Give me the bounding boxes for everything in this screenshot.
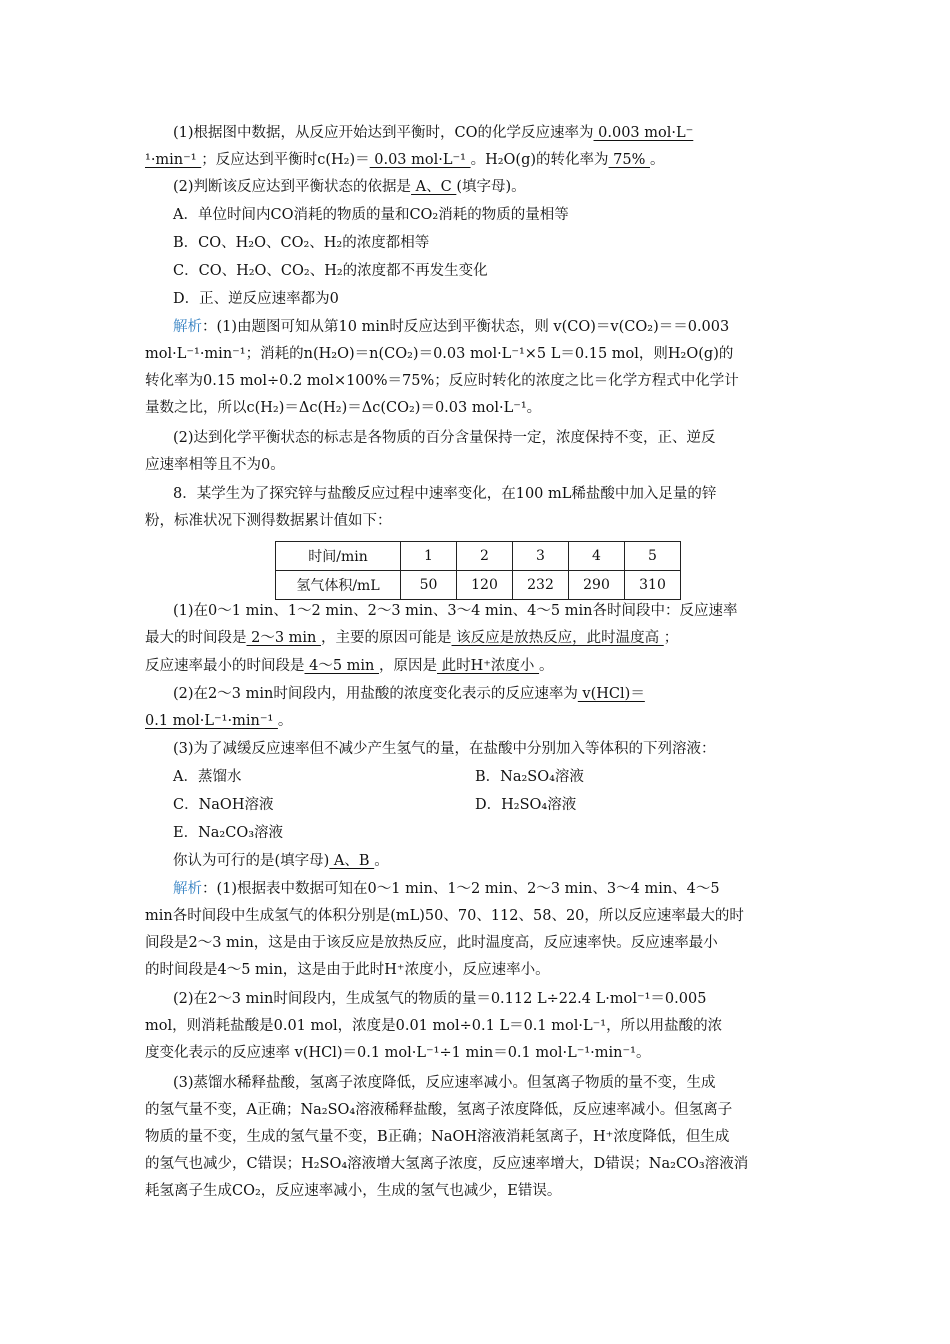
q8-analysis2-line3: 度变化表示的反应速率 v(HCl)＝0.1 mol·L⁻¹÷1 min＝0.1 mol·L⁻¹·min⁻¹。 — [145, 1045, 651, 1061]
table-cell: 氢气体积/mL — [276, 571, 401, 600]
q8-analysis3-line2: 的氢气量不变，A正确；Na₂SO₄溶液稀释盐酸，氢离子浓度降低，反应速率减小。但氢离子 — [145, 1102, 733, 1118]
q7-option-a: A．单位时间内CO消耗的物质的量和CO₂消耗的物质的量相等 — [173, 207, 569, 223]
text: ：(1)根据表中数据可知在0～1 min、1～2 min、2～3 min、3～4 min、4～5 — [202, 881, 720, 897]
q7-part1-line2 — [145, 150, 811, 170]
q8-stem-line1: 8．某学生为了探究锌与盐酸反应过程中速率变化，在100 mL稀盐酸中加入足量的锌 — [173, 486, 717, 502]
q8-analysis3-line4: 的氢气也减少，C错误；H₂SO₄溶液增大氢离子浓度，反应速率增大，D错误；Na₂CO₃溶液消 — [145, 1156, 749, 1172]
q8-option-c: C．NaOH溶液 — [173, 797, 274, 813]
text: 。 — [649, 152, 665, 168]
q8-part1-line2 — [145, 628, 811, 648]
q8-part1-line3 — [145, 656, 811, 676]
text: 最大的时间段是 — [145, 630, 247, 646]
q7-analysis2-line1: (2)达到化学平衡状态的标志是各物质的百分含量保持一定，浓度保持不变，正、逆反 — [173, 430, 716, 446]
text: 。 — [539, 658, 554, 674]
q8-analysis3-line1: (3)蒸馏水稀释盐酸，氢离子浓度降低，反应速率减小。但氢离子物质的量不变，生成 — [173, 1075, 716, 1091]
q8-option-b: B．Na₂SO₄溶液 — [475, 769, 584, 785]
q8-option-e: E．Na₂CO₃溶液 — [173, 825, 284, 841]
text: 反应速率最小的时间段是 — [145, 658, 305, 674]
answer-blank: 0.03 mol·L⁻¹ — [369, 152, 471, 168]
q8-analysis1-line2: min各时间段中生成氢气的体积分别是(mL)50、70、112、58、20，所以反应速率最大的时 — [145, 908, 744, 924]
q8-analysis3-line5: 耗氢离子生成CO₂，反应速率减小，生成的氢气也减少，E错误。 — [145, 1183, 562, 1199]
answer-blank: A、B — [329, 853, 375, 869]
q8-part2-line1 — [173, 684, 811, 704]
text: ，主要的原因可能是 — [321, 630, 452, 646]
text: (1)根据图中数据，从反应开始达到平衡时，CO的化学反应速率为 — [173, 125, 594, 141]
text: 你认为可行的是(填字母) — [173, 853, 330, 869]
q7-option-c: C．CO、H₂O、CO₂、H₂的浓度都不再发生变化 — [173, 263, 488, 279]
q8-analysis2-line1: (2)在2～3 min时间段内，生成氢气的物质的量＝0.112 L÷22.4 L·mol⁻¹＝0.005 — [173, 991, 707, 1007]
q8-choice-line — [173, 851, 839, 871]
table-cell: 310 — [625, 571, 681, 600]
text: (2)在2～3 min时间段内，用盐酸的浓度变化表示的反应速率为 — [173, 686, 578, 702]
text: 。 — [374, 853, 389, 869]
q7-analysis-line3: 转化率为0.15 mol÷0.2 mol×100%＝75%；反应时转化的浓度之比＝化学方程式中化学计 — [145, 373, 739, 389]
text: 。 — [277, 713, 293, 729]
analysis-label: 解析 — [173, 881, 202, 897]
text: ：(1)由题图可知从第10 min时反应达到平衡状态，则 v(CO)＝v(CO₂)＝＝0.003 — [202, 319, 730, 335]
q8-analysis1-line3: 间段是2～3 min，这是由于该反应是放热反应，此时温度高，反应速率快。反应速率最小 — [145, 935, 718, 951]
q8-analysis3-line3: 物质的量不变，生成的氢气量不变，B正确；NaOH溶液消耗氢离子，H⁺浓度降低，但生成 — [145, 1129, 730, 1145]
answer-blank: A、C — [411, 179, 457, 195]
q8-part3-line: (3)为了减缓反应速率但不减少产生氢气的量，在盐酸中分别加入等体积的下列溶液： — [173, 741, 716, 757]
text: (填字母)。 — [456, 179, 526, 195]
q7-part1-line1 — [173, 123, 811, 143]
answer-blank: 0.003 mol·L⁻ — [593, 125, 694, 141]
answer-blank: 4～5 min — [304, 658, 380, 674]
table-cell: 50 — [401, 571, 457, 600]
answer-blank: 2～3 min — [246, 630, 322, 646]
q8-stem-line2: 粉，标准状况下测得数据累计值如下： — [145, 513, 392, 529]
text: ； — [663, 630, 679, 646]
q7-option-d: D．正、逆反应速率都为0 — [173, 291, 339, 307]
text: 。H₂O(g)的转化率为 — [470, 152, 609, 168]
text: ，原因是 — [379, 658, 438, 674]
analysis-label: 解析 — [173, 319, 202, 335]
answer-blank: 此时H⁺浓度小 — [437, 658, 540, 674]
answer-blank: 该反应是放热反应，此时温度高 — [451, 630, 664, 646]
q8-analysis1-line1 — [173, 879, 811, 899]
table-cell: 4 — [569, 542, 625, 571]
table-header-row — [276, 542, 681, 571]
answer-blank: 75% — [608, 152, 650, 168]
table-cell: 2 — [457, 542, 513, 571]
q8-analysis1-line4: 的时间段是4～5 min，这是由于此时H⁺浓度小，反应速率小。 — [145, 962, 550, 978]
text: (2)判断该反应达到平衡状态的依据是 — [173, 179, 412, 195]
table-cell: 232 — [513, 571, 569, 600]
answer-blank: 0.1 mol·L⁻¹·min⁻¹ — [145, 713, 278, 729]
answer-blank: ¹·min⁻¹ — [145, 152, 202, 168]
table-row — [276, 571, 681, 600]
q8-analysis2-line2: mol，则消耗盐酸是0.01 mol，浓度是0.01 mol÷0.1 L＝0.1 mol·L⁻¹，所以用盐酸的浓 — [145, 1018, 723, 1034]
q7-analysis2-line2: 应速率相等且不为0。 — [145, 457, 285, 473]
table-cell: 290 — [569, 571, 625, 600]
q8-option-d: D．H₂SO₄溶液 — [475, 797, 577, 813]
q7-analysis-line4: 量数之比，所以c(H₂)＝Δc(H₂)＝Δc(CO₂)＝0.03 mol·L⁻¹。 — [145, 400, 542, 416]
q7-option-b: B．CO、H₂O、CO₂、H₂的浓度都相等 — [173, 235, 430, 251]
answer-blank: v(HCl)＝ — [577, 686, 645, 702]
table-cell: 120 — [457, 571, 513, 600]
q8-part1-line1: (1)在0～1 min、1～2 min、2～3 min、3～4 min、4～5 min各时间段中：反应速率 — [173, 603, 738, 619]
q7-analysis-line2: mol·L⁻¹·min⁻¹；消耗的n(H₂O)＝n(CO₂)＝0.03 mol·L⁻¹×5 L＝0.15 mol，则H₂O(g)的 — [145, 346, 734, 362]
q8-part2-line2 — [145, 711, 811, 731]
table-cell: 时间/min — [276, 542, 401, 571]
table-cell: 3 — [513, 542, 569, 571]
hydrogen-volume-table — [275, 541, 681, 600]
table-cell: 1 — [401, 542, 457, 571]
q7-part2-line — [173, 177, 811, 197]
table-cell: 5 — [625, 542, 681, 571]
text: ；反应达到平衡时c(H₂)＝ — [201, 152, 370, 168]
q7-analysis-line1 — [173, 317, 811, 337]
q8-option-a: A．蒸馏水 — [173, 769, 242, 785]
